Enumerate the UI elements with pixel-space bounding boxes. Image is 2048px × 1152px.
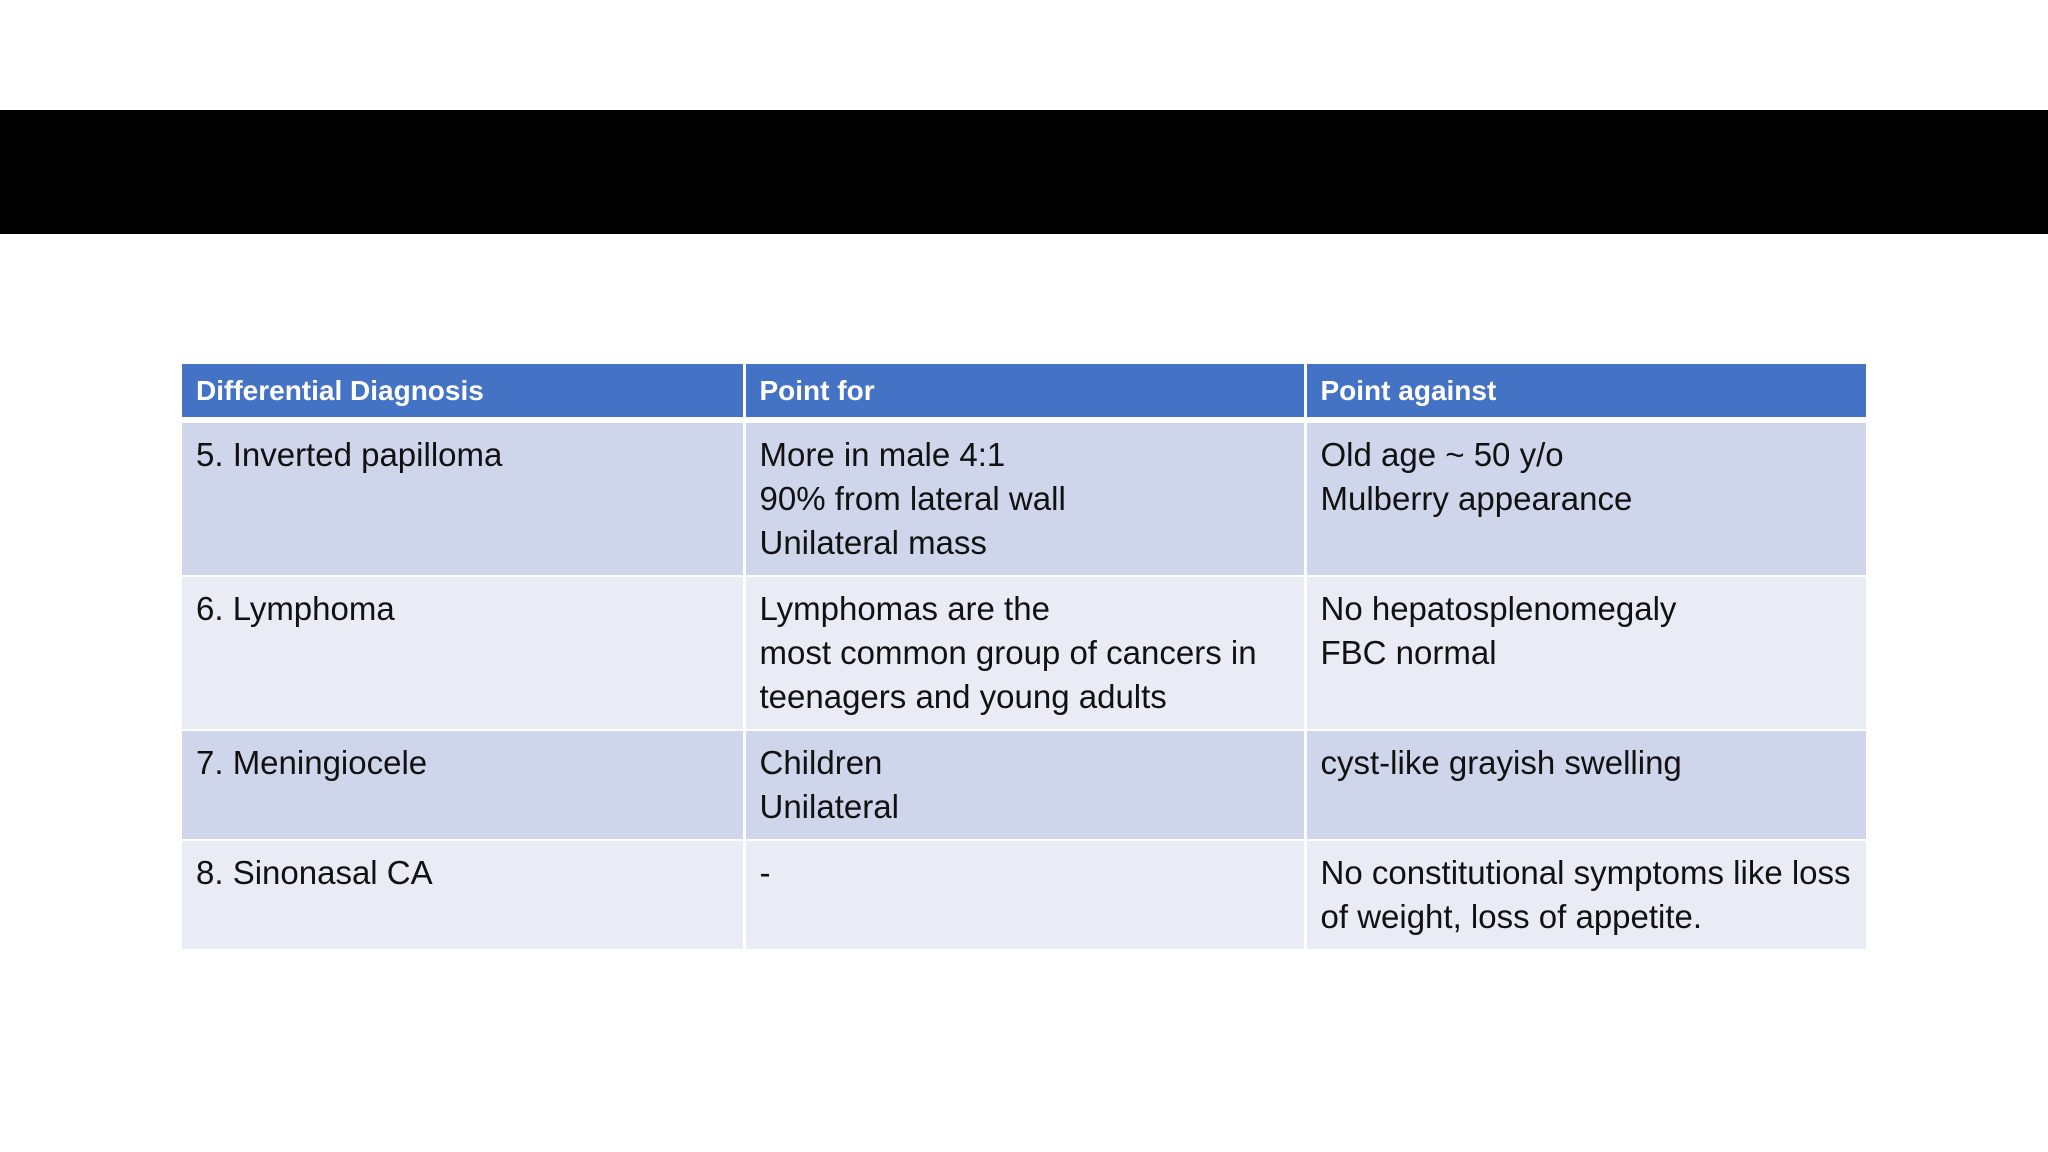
diagnosis-cell: 7. Meningiocele [182,730,744,840]
header-differential-diagnosis: Differential Diagnosis [182,364,744,420]
point-against-cell: No hepatosplenomegaly FBC normal [1305,576,1866,730]
table-row [182,576,1866,730]
diagnosis-cell: 5. Inverted papilloma [182,420,744,576]
table-header-row [182,364,1866,420]
point-for-cell: Children Unilateral [744,730,1305,840]
point-against-cell: cyst-like grayish swelling [1305,730,1866,840]
point-against-cell: No constitutional symptoms like loss of weight, loss of appetite. [1305,840,1866,950]
point-for-cell: More in male 4:1 90% from lateral wall Unilateral mass [744,420,1305,576]
diagnosis-cell: 6. Lymphoma [182,576,744,730]
table-row [182,420,1866,576]
diagnosis-cell: 8. Sinonasal CA [182,840,744,950]
point-for-cell: - [744,840,1305,950]
header-point-for: Point for [744,364,1305,420]
header-point-against: Point against [1305,364,1866,420]
point-for-cell: Lymphomas are the most common group of cancers in teenagers and young adults [744,576,1305,730]
point-against-cell: Old age ~ 50 y/o Mulberry appearance [1305,420,1866,576]
table-row [182,730,1866,840]
title-bar [0,110,2048,234]
table-row [182,840,1866,950]
differential-diagnosis-table [182,364,1866,951]
